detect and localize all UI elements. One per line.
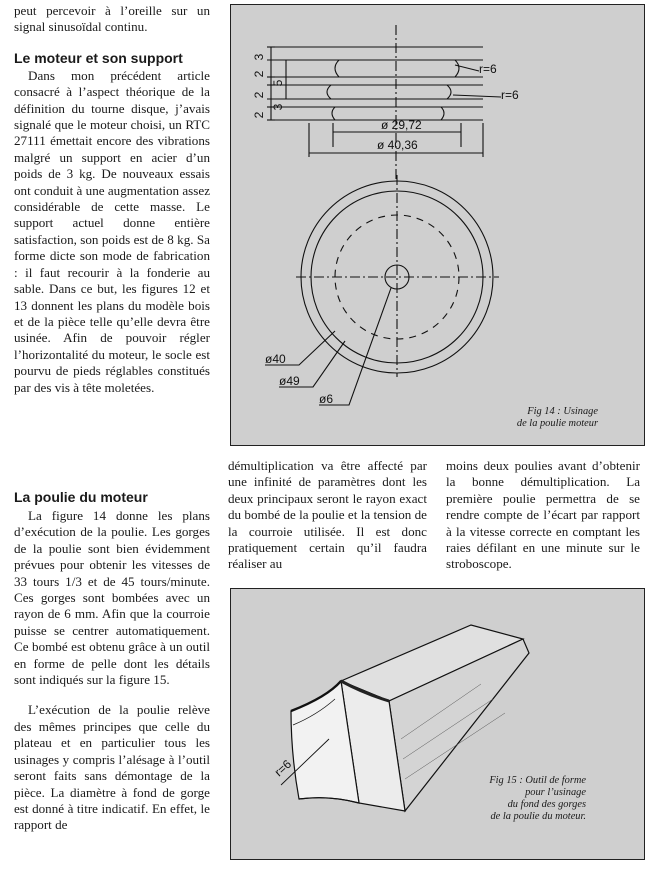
continuation-paragraph: peut percevoir à l’oreille sur un signal sinusoïdal continu. xyxy=(14,3,210,35)
paragraph-motor-support: Dans mon précédent article consacré à l’aspect théorique de la définition du tourne disque, j’avais signalé que le moteur choisi, un RTC 27111 émettait encore des vibrations malgré un support en acier d’un poids de 3 kg. De nouveaux essais ont conduit à une augmentation assez considérable de cette masse. Le support actuel donne entière satisfaction, son poids est de 8 kg. Sa forme dicte son mode de fabrication : il faut recourir à la fonderie au sable. Dans ce but, les figures 12 et 13 donnent les plans du modèle bois et de la pièce telle qu’elle devra être usinée. Afin de pouvoir régler l’horizontalité du moteur, le socle est pourvu de pieds réglables constitués par des vis à tête moletées. xyxy=(14,67,210,395)
section-heading-motor-pulley: La poulie du moteur xyxy=(14,489,148,505)
figure-14-caption-line-2: de la poulie moteur xyxy=(516,418,598,429)
figure-15-caption-line-1: Fig 15 : Outil de forme xyxy=(489,775,586,786)
right-column-text: moins deux poulies avant d’obtenir la bonne démultiplication. La première poulie permettra de se rendre compte de l’écart par rapport à la vitesse correcte en comptant les raies défilant en une minute sur le stroboscope. xyxy=(446,458,640,572)
circle-label-6: ø6 xyxy=(319,392,334,406)
paragraph-pulley-2: L’exécution de la poulie relève des mêmes principes que celle du plateau et en particulier tous les usinages y compris l’alésage à l’outil seront faits sans démontage de la pièce. La diamètre à fond de gorge est donné à titre indicatif. En effet, le rapport de xyxy=(14,702,210,833)
dim-3-top: 3 xyxy=(252,53,266,61)
figure-15-caption xyxy=(446,775,586,823)
pulley-technical-drawing xyxy=(231,5,644,445)
circle-label-40: ø40 xyxy=(265,352,286,366)
dim-3-bottom: 3 xyxy=(271,103,285,111)
middle-column xyxy=(228,458,427,573)
left-column-bottom xyxy=(14,489,210,834)
figure-15-caption-line-2: pour l’usinage xyxy=(525,787,586,798)
section-heading-motor-support: Le moteur et son support xyxy=(14,49,183,66)
radius-label-top: r=6 xyxy=(479,62,497,76)
dim-5: 5 xyxy=(271,79,285,87)
circle-label-49: ø49 xyxy=(279,374,300,388)
radius-label-middle: r=6 xyxy=(501,88,519,102)
left-column-top xyxy=(14,3,210,396)
figure-14-caption-line-1: Fig 14 : Usinage xyxy=(527,406,598,417)
figure-15-caption-line-4: de la poulie du moteur. xyxy=(490,811,586,822)
right-column xyxy=(446,458,640,573)
figure-14-pulley-drawing xyxy=(230,4,645,446)
figure-14-caption xyxy=(470,406,598,430)
dim-2-upper: 2 xyxy=(252,70,266,78)
dim-2-lower: 2 xyxy=(252,111,266,119)
middle-column-text: démultiplication va être affecté par une infinité de paramètres dont les deux principaux seront le rayon exact du bombé de la poulie et la tension de la courroie utilisée. Il est donc pratiquement certain qu’il faudra réaliser au xyxy=(228,458,427,572)
diameter-inner-label: ø 29,72 xyxy=(381,118,422,132)
tool-radius-label: r=6 xyxy=(271,756,295,780)
diameter-outer-label: ø 40,36 xyxy=(377,138,418,152)
figure-15-caption-line-3: du fond des gorges xyxy=(507,799,586,810)
paragraph-pulley-1: La figure 14 donne les plans d’exécution de la poulie. Les gorges de la poulie sont bien évidemment prévues pour obtenir les vitesses de 33 tours 1/3 et de 45 tours/minute. Ces gorges sont bombées avec un rayon de 6 mm. Afin que la courroie puisse se centrer automatiquement. Ce bombé est obtenu grâce à un outil en forme de pelle dont les détails sont indiqués sur la figure 15. xyxy=(14,508,210,688)
dim-2-middle: 2 xyxy=(252,91,266,99)
